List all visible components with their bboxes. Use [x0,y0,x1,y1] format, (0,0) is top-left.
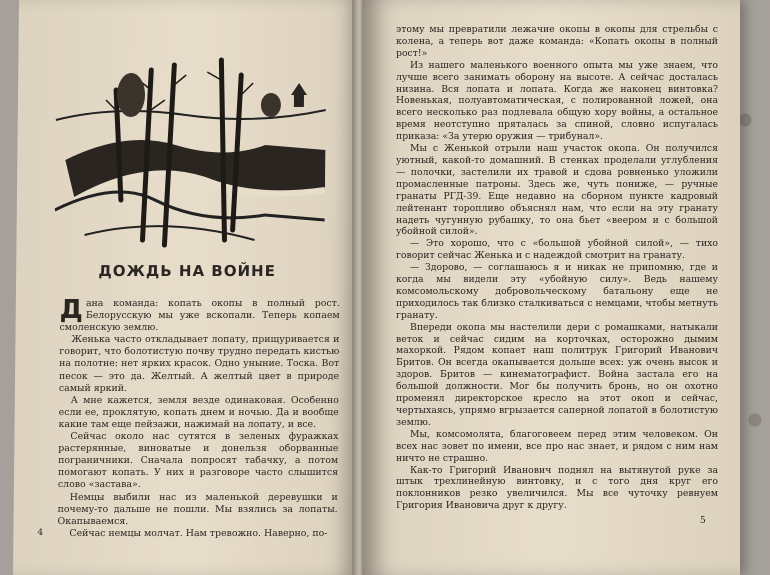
paragraph: Из нашего маленького военного опыта мы уже знаем, что лучше всего занимать оборону на высоте. А сейчас досталась низина. Вся лопата и лопата. Когда же наконец винтовка? Новенькая, полуавтоматическая, с полированной ложей, она всего несколько раз подлевала общую хору войны, а остальное время неотступно пряталась за спиной, словно испугалась приказа: «За утерю оружия — трибунал». [396,59,718,143]
paragraph: Женька часто откладывает лопату, прищуривается и говорит, что болотистую почву трудно передать кистью на полотне: нет ярких красок. Одно уныние. Тоска. Вот песок — это да. Желтый. А желтый цвет в природе самый яркий. [58,334,340,394]
left-body-text [57,295,340,540]
drop-cap: Д [59,295,84,325]
paragraph: ана команда: копать окопы в полный рост. Белорусскую мы уже вскопали. Теперь копаем смоленскую землю. [59,298,340,334]
paragraph: этому мы превратили лежачие окопы в окопы для стрельбы с колена, а теперь вот даже команда: «Копать окопы в полный рост!» [396,24,718,59]
paragraph: — Это хорошо, что с «большой убойной силой», — тихо говорит сейчас Женька и с надеждой смотрит на гранату. [396,238,718,262]
paragraph: — Здорово, — соглашаюсь я и никак не припомню, где и когда мы видели эту «убойную силу». Ведь нашему комсомольскому добровольческому батальону еще не приходилось так близко сталкиваться с немцами, чтобы метнуть гранату. [396,262,718,321]
page-number-left: 4 [37,528,44,538]
chapter-title: ДОЖДЬ НА ВОЙНЕ [98,262,276,280]
landscape-illustration [54,50,326,250]
right-body-text [396,24,718,512]
paragraph: Мы с Женькой отрыли наш участок окопа. Он получился уютный, какой-то домашний. В стенках проделали углубления — полочки, застелили их травой и сдова ровненько уложили промасленные патроны. Здесь же, чуть пониже, — ручные гранаты РГД-39. Еще недавно на сборном пункте кадровый лейтенант торопливо объяснял нам, что если на эту гранату надеть чугунную рубашку, то она бьет «веером и с большой убойной силой». [396,143,718,238]
paragraph: Мы, комсомолята, благоговеем перед этим человеком. Он всех нас зовет по имени, все про нас знает, и рядом с ним нам ничто не страшно. [396,428,718,464]
left-page [13,0,361,575]
paragraph: Сейчас немцы молчат. Нам тревожно. Наверно, по- [69,527,328,539]
paragraph: Впереди окопа мы настелили дери с ромашками, натыкали веток и сейчас сидим на корточках, осторожно дымим махоркой. Рядом копает наш политрук Григорий Иванович Бритов. Он всегда окапывается дольше всех: уж очень высок и здоров. Бритов — кинематографист. Война застала его на большой должности. Мог бы получить бронь, но он охотно променял директорское кресло на этот окоп и сейчас, чертыхаясь, упрямо вгрызается саперной лопатой в болотистую землю. [396,321,718,428]
paragraph: Сейчас около нас сутятся в зеленых фуражках растерянные, виноватые и донельзя оборванные пограничники. Сначала попросят табачку, а потом помогают копать. У них в разговоре часто слышится слово «застава». [57,431,339,491]
paragraph: Как-то Григорий Иванович поднял на вытянутой руке за штык трехлинейную винтовку, и с того дня круг его поклонников резко увеличился. Мы все чуточку ревнуем Григория Ивановича друг к другу. [396,464,718,512]
page-number-right: 5 [700,516,706,526]
paragraph: Немцы выбили нас из маленькой деревушки и почему-то дальше не пошли. Мы взялись за лопаты. Окапываемся. [57,491,338,527]
paragraph: А мне кажется, земля везде одинаковая. Особенно если ее, проклятую, копать днем и ночью. Да и вообще какие там еще пейзажи, нажимай на лопату, и все. [58,394,339,430]
